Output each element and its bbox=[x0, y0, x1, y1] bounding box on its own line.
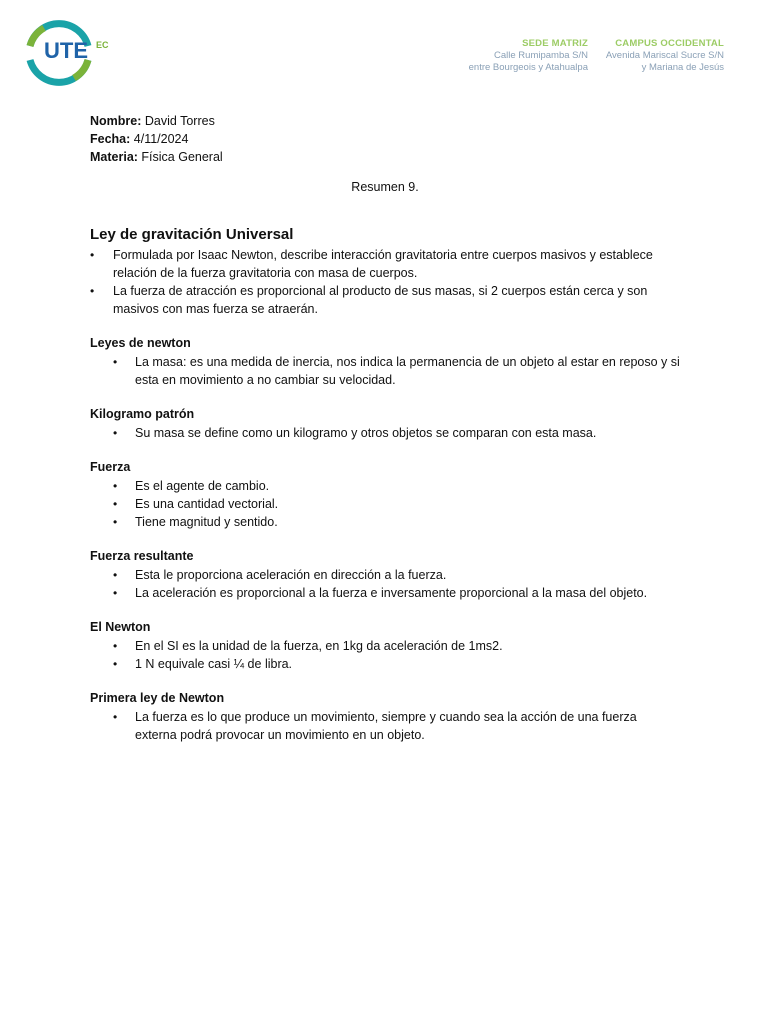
materia-label: Materia: bbox=[90, 150, 138, 164]
materia-line bbox=[90, 148, 680, 166]
list-item: • En el SI es la unidad de la fuerza, en 1kg da aceleración de 1ms2. bbox=[113, 639, 503, 653]
primera-ley-list bbox=[90, 708, 680, 744]
kilogramo-list bbox=[90, 424, 680, 442]
logo-text: UTE bbox=[44, 38, 88, 63]
list-item: • La fuerza es lo que produce un movimiento, siempre y cuando sea la acción de una fuerza externa podrá provocar un movimiento en un objeto. bbox=[113, 710, 637, 742]
fecha-value: 4/11/2024 bbox=[130, 132, 189, 146]
section-title-ley: Ley de gravitación Universal bbox=[90, 226, 294, 243]
sede-matriz-address bbox=[469, 38, 588, 74]
sede-matriz-title: SEDE MATRIZ bbox=[522, 38, 588, 49]
sede-matriz-line: entre Bourgeois y Atahualpa bbox=[468, 62, 588, 73]
list-item-text: 1 N equivale casi ¼ de libra. bbox=[135, 657, 293, 671]
el-newton-list bbox=[90, 637, 680, 673]
list-item-text: En el SI es la unidad de la fuerza, en 1kg da aceleración de 1ms2. bbox=[135, 639, 503, 653]
section-title-fuerza-resultante: Fuerza resultante bbox=[90, 549, 194, 563]
fecha-line bbox=[90, 130, 680, 148]
list-item-text: Su masa se define como un kilogramo y otros objetos se comparan con esta masa. bbox=[135, 426, 597, 440]
list-item-text: Formulada por Isaac Newton, describe interacción gravitatoria entre cuerpos masivos y establece relación de la fuerza gravitatoria con masa de cuerpos. bbox=[113, 248, 653, 280]
list-item: • Es una cantidad vectorial. bbox=[113, 497, 279, 511]
nombre-label: Nombre: bbox=[90, 114, 142, 128]
list-item: • Tiene magnitud y sentido. bbox=[113, 515, 278, 529]
leyes-newton-list bbox=[90, 353, 680, 389]
list-item: • La fuerza de atracción es proporcional al producto de sus masas, si 2 cuerpos están cerca y son masivos con mas fuerza se atraerán. bbox=[90, 284, 648, 316]
list-item: • Esta le proporciona aceleración en dirección a la fuerza. bbox=[113, 568, 447, 582]
section-title-kilogramo: Kilogramo patrón bbox=[90, 407, 195, 421]
list-item: • 1 N equivale casi ¼ de libra. bbox=[113, 657, 293, 671]
fuerza-resultante-list bbox=[90, 566, 680, 602]
campus-occidental-address bbox=[606, 38, 724, 74]
section-title-primera-ley: Primera ley de Newton bbox=[90, 691, 225, 705]
fuerza-list bbox=[90, 477, 680, 531]
list-item: • Es el agente de cambio. bbox=[113, 479, 270, 493]
list-item: • Su masa se define como un kilogramo y otros objetos se comparan con esta masa. bbox=[113, 426, 597, 440]
campus-occidental-title: CAMPUS OCCIDENTAL bbox=[615, 38, 724, 49]
list-item-text: La masa: es una medida de inercia, nos indica la permanencia de un objeto al estar en reposo y si esta en movimiento a no cambiar su velocidad. bbox=[135, 355, 680, 387]
resumen-heading: Resumen 9. bbox=[351, 180, 419, 194]
sede-matriz-line: Calle Rumipamba S/N bbox=[494, 50, 588, 61]
materia-value: Física General bbox=[137, 150, 223, 164]
ley-list bbox=[90, 246, 680, 318]
list-item-text: La fuerza es lo que produce un movimiento, siempre y cuando sea la acción de una fuerza externa podrá provocar un movimiento en un objeto. bbox=[135, 710, 637, 742]
list-item-text: Es el agente de cambio. bbox=[135, 479, 270, 493]
section-title-leyes-newton: Leyes de newton bbox=[90, 336, 191, 350]
campus-occidental-line: Avenida Mariscal Sucre S/N bbox=[605, 50, 724, 61]
list-item-text: Esta le proporciona aceleración en dirección a la fuerza. bbox=[135, 568, 447, 582]
section-title-fuerza: Fuerza bbox=[90, 460, 131, 474]
list-item-text: La fuerza de atracción es proporcional al producto de sus masas, si 2 cuerpos están cerca y son masivos con mas fuerza se atraerán. bbox=[113, 284, 648, 316]
section-title-el-newton: El Newton bbox=[90, 620, 151, 634]
nombre-value: David Torres bbox=[141, 114, 215, 128]
list-item: • La masa: es una medida de inercia, nos indica la permanencia de un objeto al estar en reposo y si esta en movimiento a no cambiar su velocidad. bbox=[113, 355, 680, 387]
ute-logo bbox=[22, 16, 114, 90]
list-item-text: Tiene magnitud y sentido. bbox=[135, 515, 278, 529]
list-item-text: La aceleración es proporcional a la fuerza e inversamente proporcional a la masa del objeto. bbox=[135, 586, 648, 600]
list-item: • La aceleración es proporcional a la fuerza e inversamente proporcional a la masa del objeto. bbox=[113, 586, 648, 600]
logo-suffix: EC bbox=[96, 40, 109, 50]
fecha-label: Fecha: bbox=[90, 132, 131, 146]
list-item-text: Es una cantidad vectorial. bbox=[135, 497, 279, 511]
campus-occidental-line: y Mariana de Jesús bbox=[641, 62, 724, 73]
document-body bbox=[90, 112, 680, 744]
nombre-line bbox=[90, 112, 680, 130]
list-item: • Formulada por Isaac Newton, describe interacción gravitatoria entre cuerpos masivos y establece relación de la fuerza gravitatoria con masa de cuerpos. bbox=[90, 248, 653, 280]
